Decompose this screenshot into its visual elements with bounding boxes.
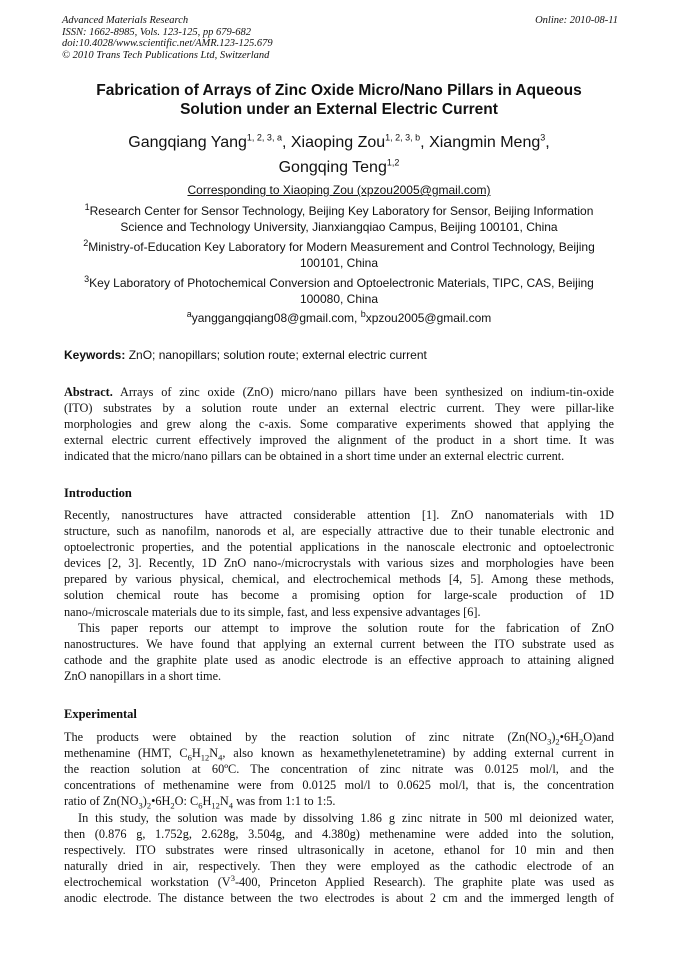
affiliation-text: Ministry-of-Education Key Laboratory for Modern Measurement and Control Technology, Beijing (88, 240, 595, 254)
copyright: © 2010 Trans Tech Publications Ltd, Switzerland (62, 49, 270, 61)
experimental-paragraph-1 (64, 729, 614, 809)
subscript: 6 (198, 800, 203, 811)
text-run: electrochemical workstation (V (64, 875, 231, 890)
superscript: 3 (230, 873, 235, 884)
section-heading-introduction: Introduction (64, 486, 132, 500)
paragraph-line: ZnO nanopillars in a short time. (64, 669, 222, 684)
subscript: 6 (187, 752, 192, 763)
abstract-text: Arrays of zinc oxide (ZnO) micro/nano pillars have been synthesized on indium-tin-oxide (112, 385, 614, 399)
introduction-paragraph-1 (64, 507, 614, 620)
author-line-1 (70, 130, 608, 155)
paragraph-line (64, 793, 614, 809)
author-sep: , (420, 134, 430, 151)
text-run: ratio of Zn(NO (64, 794, 139, 809)
text-run: O)and (583, 730, 614, 744)
affiliation-line (64, 204, 614, 220)
affiliation-line (64, 276, 614, 292)
abstract-line: morphologies and grew along the c-axis. Some comparative experiments showed that applying the (64, 417, 614, 432)
author-name: Gongqing Teng (278, 159, 387, 176)
subscript: 12 (200, 752, 210, 763)
abstract-line (64, 384, 614, 400)
email-link[interactable]: yanggangqiang08@gmail.com, (191, 311, 361, 325)
author-affil-sup: 1, 2, 3, a (246, 132, 282, 143)
paragraph-line: Recently, nanostructures have attracted considerable attention [1]. ZnO nanomaterials with 1D (64, 508, 614, 522)
abstract-line: indicated that the micro/nano pillars can be obtained in a short time under an external electric current. (64, 449, 565, 464)
affiliation-sup: 1 (84, 202, 90, 212)
online-date: Online: 2010-08-11 (535, 15, 618, 26)
affiliation-line (64, 240, 614, 256)
paragraph-line (64, 745, 614, 761)
author-sep: , (281, 134, 291, 151)
text-run: •6H (151, 794, 171, 809)
author-emails (64, 311, 614, 326)
subscript: 2 (579, 736, 584, 747)
abstract (64, 384, 614, 464)
paragraph-line: optoelectronic properties, and the potential applications in the nanoscale electronic and optoelectronic (64, 540, 614, 555)
author-name: Xiaoping Zou (290, 134, 386, 151)
text-run: N (219, 794, 229, 809)
email-link[interactable]: xpzou2005@gmail.com (365, 311, 492, 325)
affiliation-2 (64, 240, 614, 271)
subscript: 2 (555, 736, 560, 747)
author-sep: , (545, 134, 550, 151)
text-run: ) (551, 730, 556, 744)
paragraph-line: naturally dried in air, respectively. Then they were employed as the cathodic electrode of an (64, 859, 614, 874)
author-list (70, 130, 608, 180)
affiliation-3 (64, 276, 614, 307)
text-run: H (191, 746, 201, 761)
author-name: Xiangmin Meng (429, 134, 541, 151)
corresponding-author-link[interactable]: Corresponding to Xiaoping Zou (xpzou2005@gmail.com) (187, 183, 491, 197)
paragraph-line: cathode and the graphite plate used as anodic electrode is an effective approach to attaining aligned (64, 653, 614, 668)
affiliation-1 (64, 204, 614, 235)
keywords-text: ZnO; nanopillars; solution route; external electric current (125, 348, 427, 362)
author-name: Gangqiang Yang (128, 134, 247, 151)
paper-title (70, 81, 608, 119)
email-sup: b (360, 309, 366, 319)
title-line-2: Solution under an External Electric Current (180, 101, 498, 118)
abstract-line: external electric current effectively improved the alignment of the product in a short time. It was (64, 433, 614, 448)
subscript: 3 (547, 736, 552, 747)
paragraph-line (64, 874, 614, 890)
subscript: 4 (228, 800, 234, 811)
paragraph-line: anodic electrode. The distance between the two electrodes is about 2 cm and the immerged length of (64, 891, 614, 906)
text-run: , also known as hexamethylenetetramine) by adding external current in (222, 746, 614, 761)
affiliation-text: Science and Technology University, Jianxiangqiao Campus, Beijing 100101, China (120, 219, 558, 234)
text-run: The products were obtained by the reaction solution of zinc nitrate (Zn(NO (64, 730, 548, 744)
subscript: 2 (170, 800, 175, 811)
paragraph-line: then (0.876 g, 1.752g, 2.628g, 3.504g, and 4.380g) methenamine were added into the solution, (64, 827, 614, 842)
subscript: 12 (211, 800, 220, 811)
affiliation-sup: 2 (83, 238, 89, 248)
paragraph-line: prepared by various physical, chemical, and electrochemical methods [4, 5]. Among these methods, (64, 572, 614, 587)
affiliation-text: 100080, China (299, 291, 379, 306)
keywords-label: Keywords: (64, 348, 126, 362)
text-run: N (209, 746, 219, 761)
paragraph-line: This paper reports our attempt to improve the solution route for the fabrication of ZnO (78, 621, 614, 635)
affiliation-text: 100101, China (299, 255, 379, 270)
text-run: methenamine (HMT, C (64, 746, 188, 761)
paragraph-line: In this study, the solution was made by dissolving 1.86 g zinc nitrate in 500 ml deionized water, (78, 811, 614, 825)
paragraph-line: the reaction solution at 60ºC. The concentration of zinc nitrate was 0.0125 mol/l, and the (64, 762, 614, 777)
text-run: -400, Princeton Applied Research). The graphite plate was used as (234, 875, 614, 890)
abstract-label: Abstract. (64, 385, 113, 399)
author-line-2 (70, 155, 608, 180)
abstract-line: (ITO) substrates by a solution route under an external electric current. They were pillar-like (64, 401, 614, 416)
section-heading-experimental: Experimental (64, 707, 137, 721)
email-sup: a (186, 309, 192, 319)
author-affil-sup: 3 (540, 132, 546, 143)
paragraph-line: respectively. ITO substrates were rinsed ultrasonically in acetone, ethanol for 10 min and then (64, 843, 614, 858)
paragraph-line: concentrations of methenamine were from 0.0125 mol/l to 0.0625 mol/l, that is, the concentration (64, 778, 614, 793)
paragraph-line: solution chemical route has become a promising option for large-scale production of 1D (64, 588, 614, 603)
affiliation-sup: 3 (84, 274, 90, 284)
text-run: O: C (174, 794, 199, 809)
text-run: ) (142, 794, 147, 809)
paragraph-line: nanostructures. We have found that applying an external current between the ITO substrate used as (64, 637, 614, 652)
keywords (64, 348, 614, 363)
title-line-1: Fabrication of Arrays of Zinc Oxide Micro/Nano Pillars in Aqueous (96, 82, 582, 99)
issn: ISSN: 1662-8985, Vols. 123-125, pp 679-682 (62, 26, 251, 38)
doi: doi:10.4028/www.scientific.net/AMR.123-125.679 (62, 38, 273, 49)
journal-meta (62, 15, 618, 61)
subscript: 4 (218, 752, 223, 763)
subscript: 3 (138, 800, 143, 811)
text-run: was from 1:1 to 1:5. (233, 794, 336, 809)
text-run: •6H (559, 730, 580, 744)
journal-name: Advanced Materials Research (62, 15, 189, 26)
paragraph-line: devices [2, 3]. Recently, 1D ZnO nano-/microcrystals with various sizes and morphologies have been (64, 556, 614, 571)
subscript: 2 (146, 800, 152, 811)
paragraph-line: nano-/microscale materials due to its simple, fast, and less expensive advantages [6]. (64, 604, 481, 619)
author-affil-sup: 1, 2, 3, b (385, 132, 421, 143)
introduction-paragraph-2 (64, 620, 614, 684)
affiliation-text: Key Laboratory of Photochemical Conversion and Optoelectronic Materials, TIPC, CAS, Beijing (89, 276, 594, 290)
paragraph-line (64, 729, 614, 745)
affiliation-text: Research Center for Sensor Technology, Beijing Key Laboratory for Sensor, Beijing Information (89, 204, 594, 218)
text-run: H (202, 794, 212, 809)
author-affil-sup: 1,2 (386, 157, 400, 168)
experimental-paragraph-2 (64, 810, 614, 907)
paragraph-line: structure, such as nanofilm, nanorods et al, are especially attractive due to their tunable electronic and (64, 524, 614, 539)
